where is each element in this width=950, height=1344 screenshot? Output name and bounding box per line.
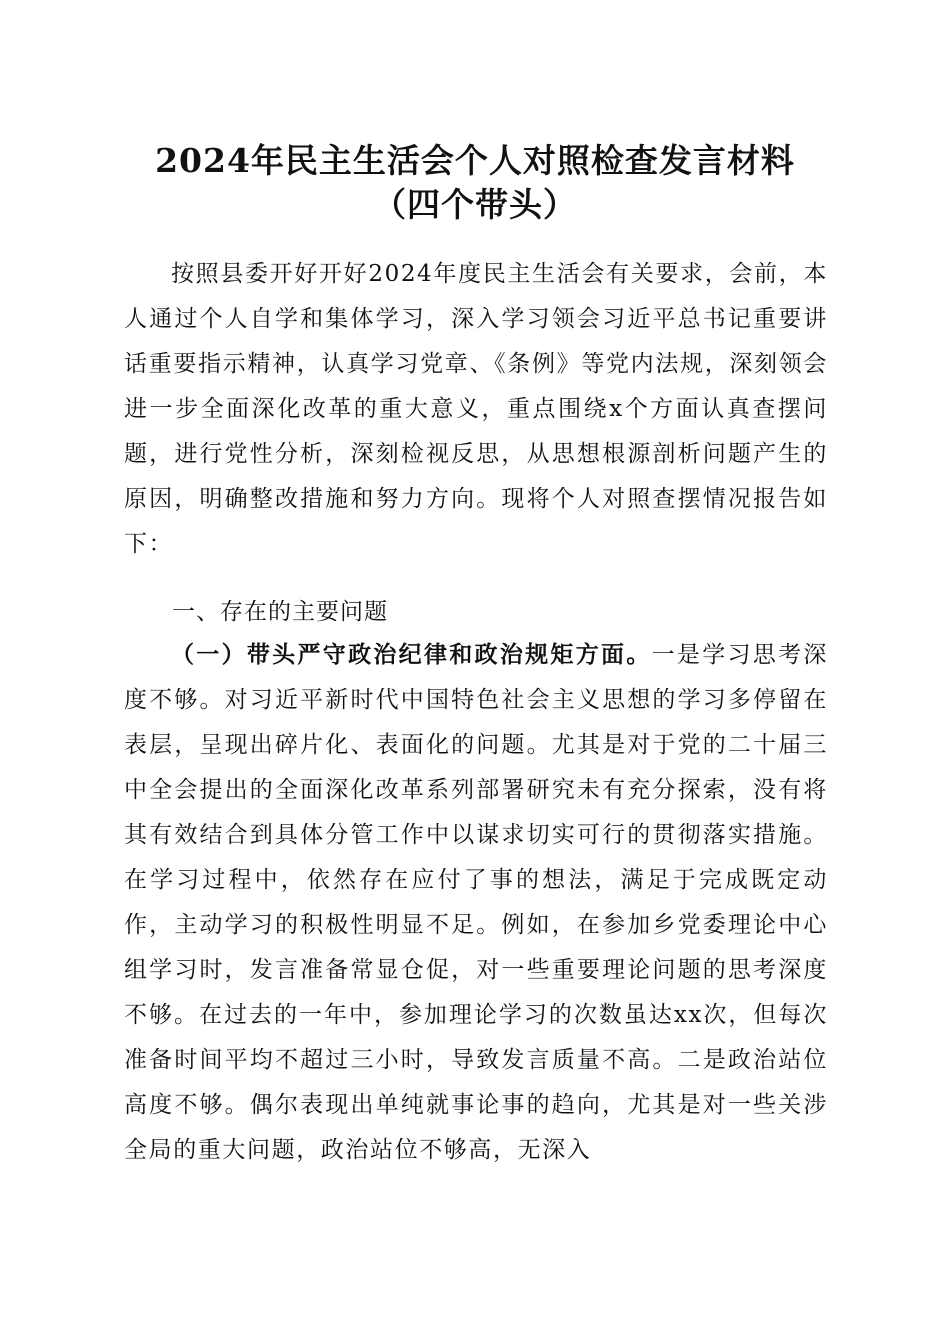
- document-subtitle: （四个带头）: [373, 185, 577, 224]
- document-title: 2024年民主生活会个人对照检查发言材料: [155, 141, 795, 180]
- intro-paragraph: 按照县委开好开好2024年度民主生活会有关要求，会前，本人通过个人自学和集体学习，深入学习领会习近平总书记重要讲话重要指示精神，认真学习党章、《条例》等党内法规，深刻领会进一步全面深化改革的重大意义，重点围绕x个方面认真查摆问题，进行党性分析，深刻检视反思，从思想根源剖析问题产生的原因，明确整改措施和努力方向。现将个人对照查摆情况报告如下：: [124, 261, 828, 557]
- paragraph-body: 一是学习思考深度不够。对习近平新时代中国特色社会主义思想的学习多停留在表层，呈现出碎片化、表面化的问题。尤其是对于党的二十届三中全会提出的全面深化改革系列部署研究未有充分探索，没有将其有效结合到具体分管工作中以谋求切实可行的贯彻落实措施。在学习过程中，依然存在应付了事的想法，满足于完成既定动作，主动学习的积极性明显不足。例如，在参加乡党委理论中心组学习时，发言准备常显仓促，对一些重要理论问题的思考深度不够。在过去的一年中，参加理论学习的次数虽达xx次，但每次准备时间平均不超过三小时，导致发言质量不高。二是政治站位高度不够。偶尔表现出单纯就事论事的趋向，尤其是对一些关涉全局的重大问题，政治站位不够高，无深入: [124, 642, 828, 1163]
- paragraph-subheading: （一）带头严守政治纪律和政治规矩方面。: [171, 641, 652, 668]
- paragraph-political-discipline: [124, 632, 828, 1173]
- section-heading-main-problems: 一、存在的主要问题: [172, 599, 388, 625]
